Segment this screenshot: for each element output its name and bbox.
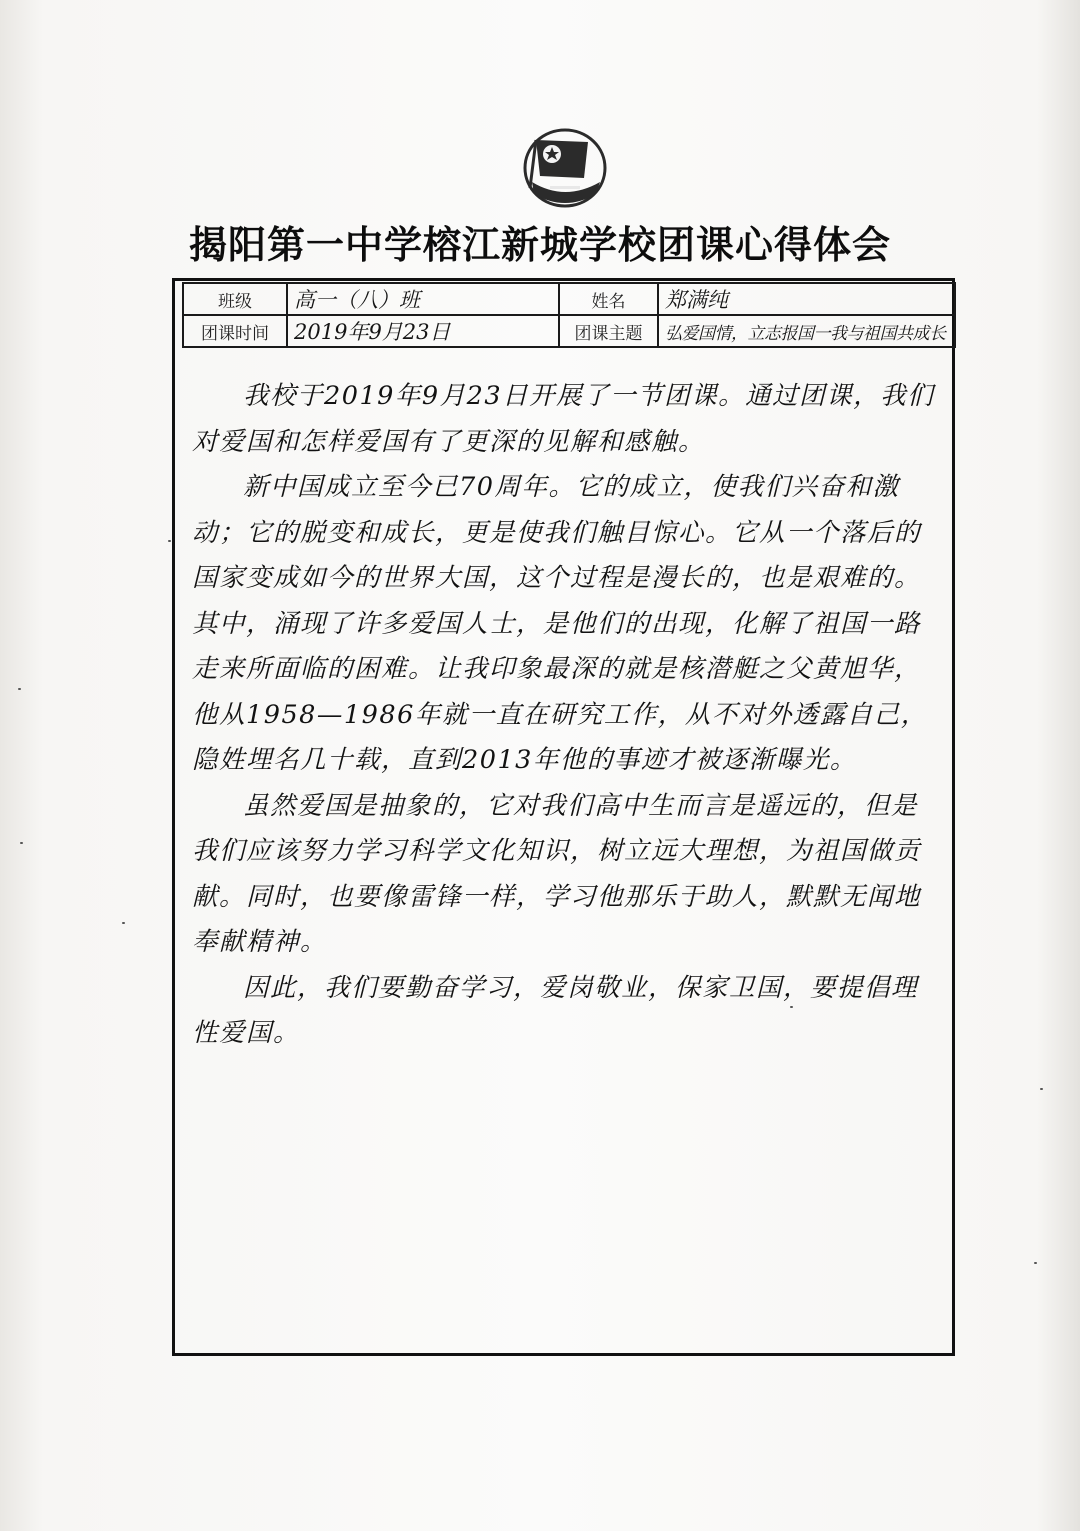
paragraph-4: 因此，我们要勤奋学习，爱岗敬业，保家卫国，要提倡理性爱国。 [192,972,919,1048]
info-row-class [183,283,955,315]
paragraph-2: 新中国成立至今已70周年。它的成立，使我们兴奋和激动；它的脱变和成长，更是使我们触目惊心。它从一个落后的国家变成如今的世界大国，这个过程是漫长的，也是艰难的。其中，涌现了许多爱国人士，是他们的出现，化解了祖国一路走来所面临的困难。让我印象最深的就是核潜艇之父黄旭华，他从1958—1986年就一直在研究工作，从不对外透露自己，隐姓埋名几十载，直到2013年他的事迹才被逐渐曝光。 [192,472,928,775]
paragraph-1: 我校于2019年9月23日开展了一节团课。通过团课，我们对爱国和怎样爱国有了更深的见解和感触。 [192,381,935,457]
paper-speck [1034,1262,1037,1264]
paper-speck [20,842,23,844]
name-label: 姓名 [559,283,658,315]
paper-speck [18,688,21,690]
document-title: 揭阳第一中学榕江新城学校团课心得体会 [188,223,891,267]
essay-body [192,374,942,1057]
paper-speck [1040,1088,1043,1090]
paper-speck [790,1006,793,1008]
paragraph-3: 虽然爱国是抽象的，它对我们高中生而言是遥远的，但是我们应该努力学习科学文化知识，树立远大理想，为祖国做贡献。同时，也要像雷锋一样，学习他那乐于助人，默默无闻地奉献精神。 [192,790,922,957]
time-label: 团课时间 [183,315,287,347]
paper-speck [168,540,171,542]
time-value: 2019年9月23日 [287,315,559,347]
info-row-time [183,315,955,347]
theme-value: 弘爱国情，立志报国一我与祖国共成长 [658,315,955,347]
name-value: 郑满纯 [658,283,955,315]
class-value: 高一（八）班 [287,283,559,315]
class-label: 班级 [183,283,287,315]
youth-league-emblem-icon [522,128,608,208]
info-table [182,282,956,348]
theme-label: 团课主题 [559,315,658,347]
paper-speck [122,922,125,924]
